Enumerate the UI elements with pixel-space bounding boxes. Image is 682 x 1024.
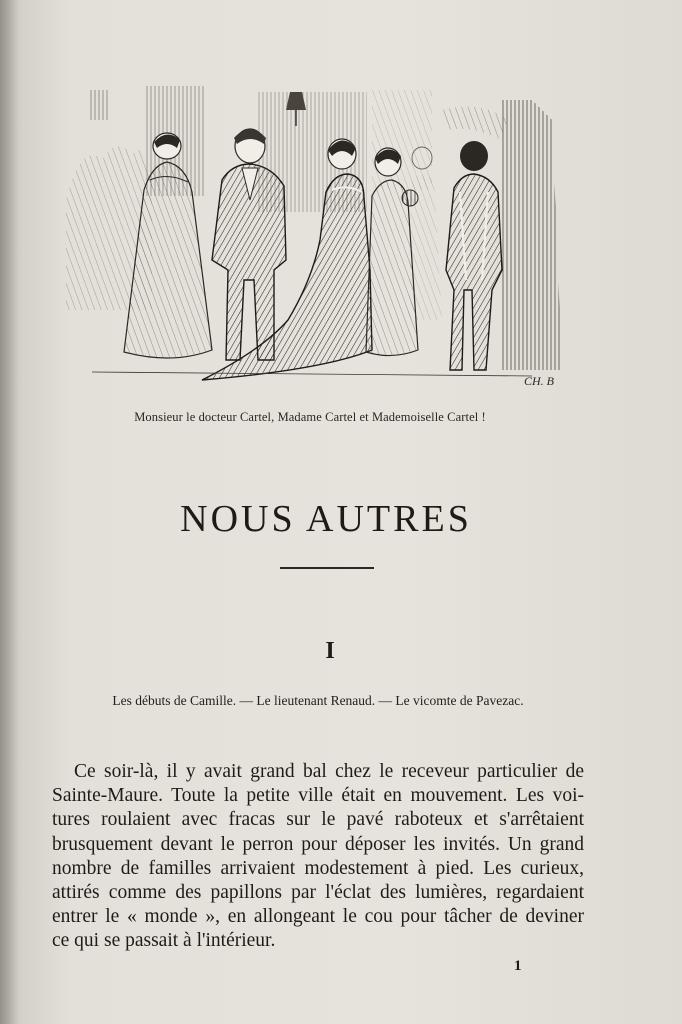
body-line: nombre de familles arrivaient modestement à pied. Les curieux, (52, 857, 584, 879)
body-line: ce qui se passait à l'intérieur. (52, 930, 276, 952)
engraving-illustration (62, 80, 567, 390)
body-line: tures roulaient avec fracas sur le pavé raboteux et s'arrêtaient (52, 809, 584, 831)
body-line: Ce soir-là, il y avait grand bal chez le receveur particulier de (74, 761, 584, 782)
title-rule (280, 567, 374, 569)
body-line: Sainte-Maure. Toute la petite ville était en mouvement. Les voi- (52, 785, 584, 807)
body-line: brusquement devant le perron pour déposer les invités. Un grand (52, 833, 584, 855)
body-line: entrer le « monde », en allongeant le cou pour tâcher de deviner (52, 906, 584, 928)
body-line: attirés comme des papillons par l'éclat des lumières, regardaient (52, 881, 584, 903)
section-number: I (325, 638, 335, 664)
page-number: 1 (514, 958, 522, 974)
illustration-signature: CH. B (524, 374, 554, 388)
body-text (52, 760, 584, 954)
gutter-shadow (0, 0, 18, 1024)
illustration-caption: Monsieur le docteur Cartel, Madame Cartel et Mademoiselle Cartel ! (134, 410, 486, 424)
chapter-title: NOUS AUTRES (180, 498, 472, 540)
chapter-summary: Les débuts de Camille. — Le lieutenant Renaud. — Le vicomte de Pavezac. (112, 693, 524, 708)
